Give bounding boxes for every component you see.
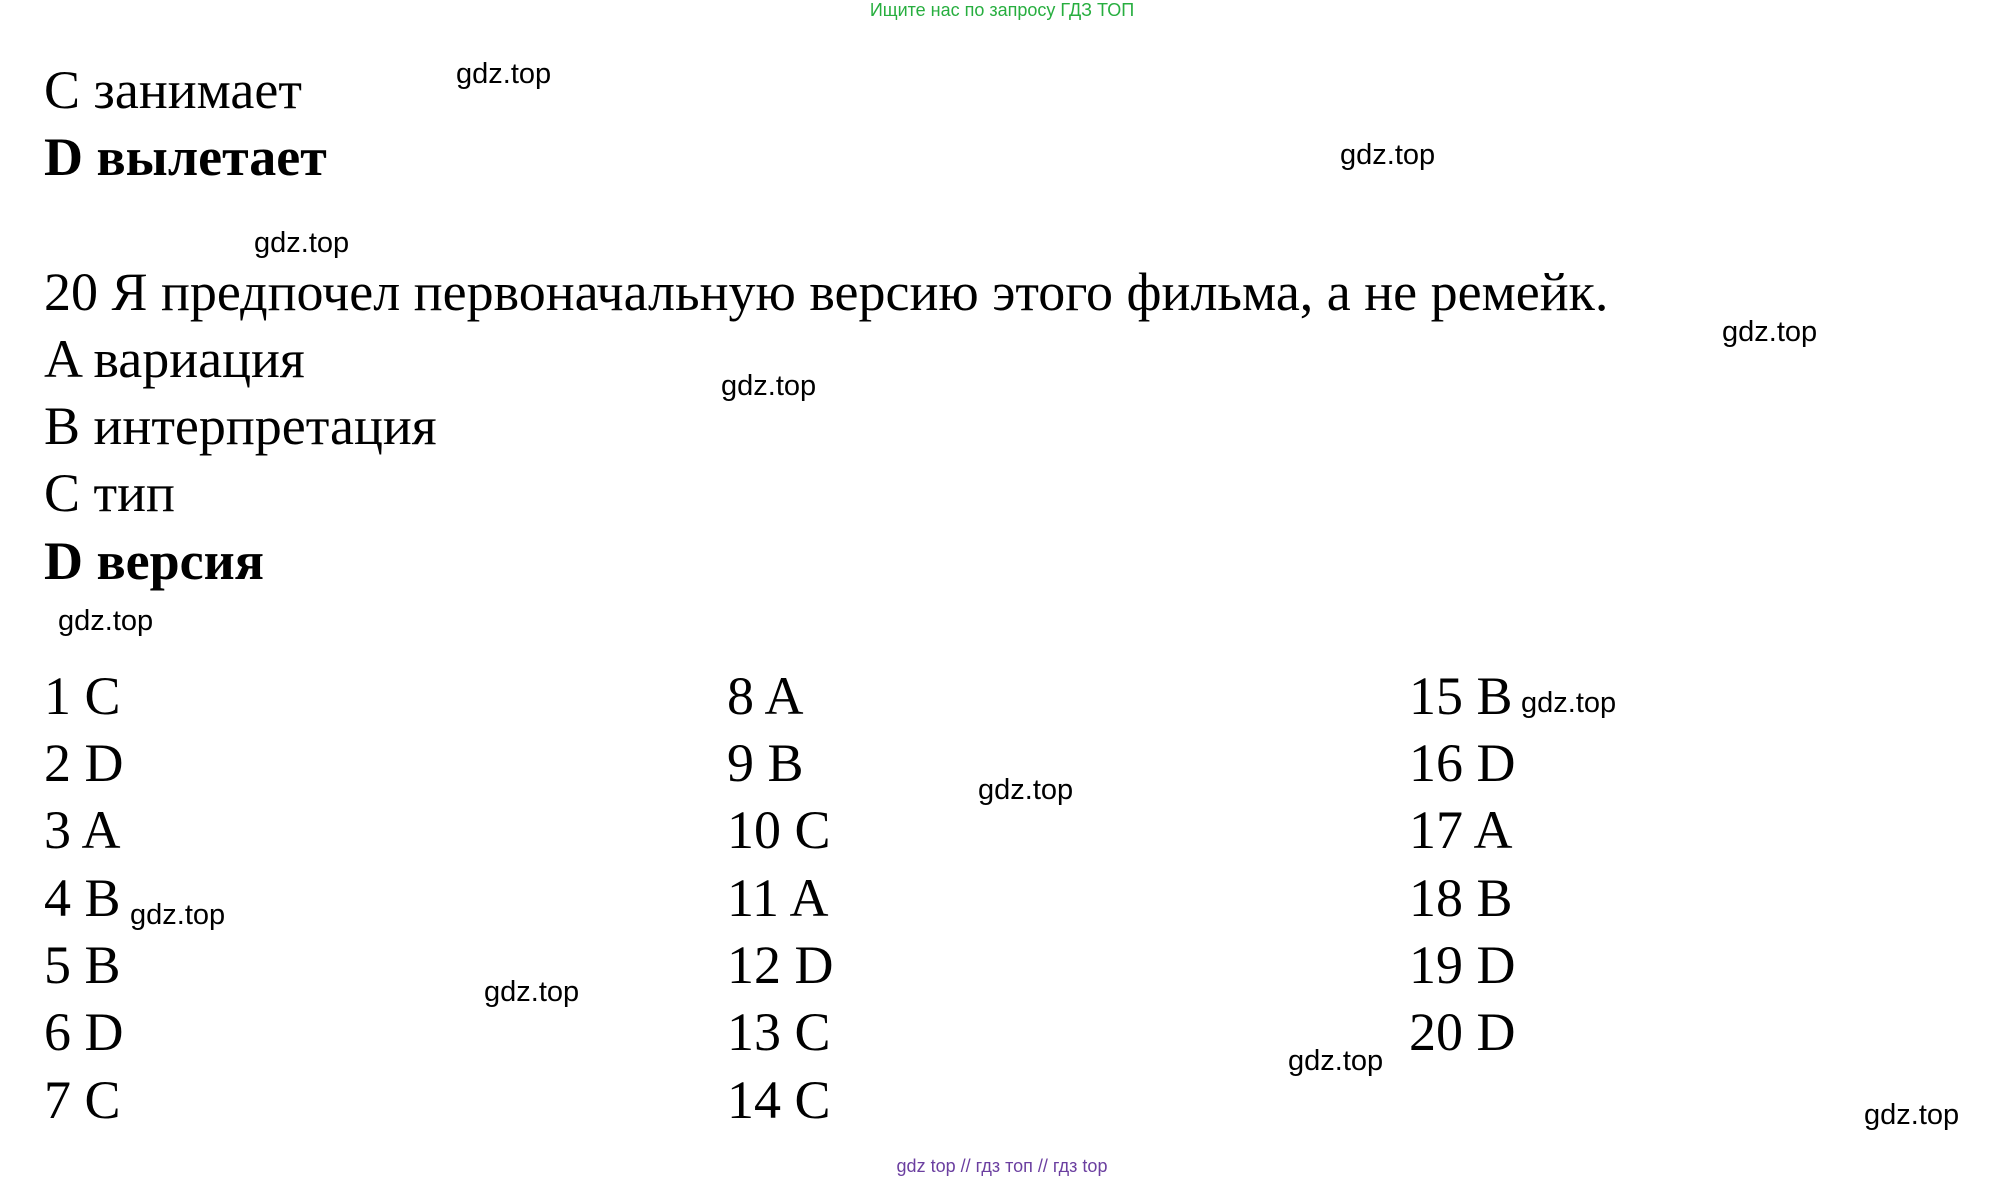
- answer-item: 5 B: [44, 935, 121, 995]
- answer-item: 2 D: [44, 733, 124, 793]
- q19-option-d-answer: D вылетает: [44, 127, 327, 187]
- answer-item: 20 D: [1409, 1002, 1516, 1062]
- watermark-text: gdz.top: [1521, 687, 1617, 719]
- watermark-text: gdz.top: [721, 370, 817, 402]
- answer-item: 17 A: [1409, 800, 1513, 860]
- watermark-text: gdz.top: [1340, 139, 1436, 171]
- q20-option-c: C тип: [44, 463, 175, 523]
- watermark-text: gdz.top: [1864, 1099, 1960, 1131]
- watermark-text: gdz.top: [978, 774, 1074, 806]
- q20-text: 20 Я предпочел первоначальную версию этого фильма, а не ремейк.: [44, 262, 1609, 322]
- watermark-text: gdz.top: [58, 605, 154, 637]
- answer-item: 15 B: [1409, 666, 1513, 726]
- answer-item: 7 C: [44, 1070, 121, 1130]
- answer-item: 18 B: [1409, 868, 1513, 928]
- watermark-text: gdz.top: [1288, 1045, 1384, 1077]
- q20-option-b: B интерпретация: [44, 396, 437, 456]
- answer-item: 10 C: [727, 800, 831, 860]
- answer-item: 16 D: [1409, 733, 1516, 793]
- answer-item: 3 A: [44, 800, 121, 860]
- bottom-banner: gdz top // гдз топ // гдз top: [896, 1156, 1108, 1176]
- watermark-text: gdz.top: [484, 976, 580, 1008]
- answer-item: 8 A: [727, 666, 804, 726]
- top-banner: Ищите нас по запросу ГДЗ ТОП: [869, 0, 1135, 20]
- answer-item: 12 D: [727, 935, 834, 995]
- q20-option-a: A вариация: [44, 329, 305, 389]
- answer-item: 14 C: [727, 1070, 831, 1130]
- answer-item: 1 C: [44, 666, 121, 726]
- answer-item: 19 D: [1409, 935, 1516, 995]
- q19-option-c: C занимает: [44, 60, 302, 120]
- watermark-text: gdz.top: [1722, 316, 1818, 348]
- watermark-text: gdz.top: [254, 227, 350, 259]
- answer-item: 4 B: [44, 868, 121, 928]
- answer-item: 11 A: [727, 868, 829, 928]
- answer-item: 6 D: [44, 1002, 124, 1062]
- watermark-text: gdz.top: [456, 58, 552, 90]
- answer-item: 13 C: [727, 1002, 831, 1062]
- watermark-text: gdz.top: [130, 899, 226, 931]
- answer-item: 9 B: [727, 733, 804, 793]
- q20-option-d-answer: D версия: [44, 531, 264, 591]
